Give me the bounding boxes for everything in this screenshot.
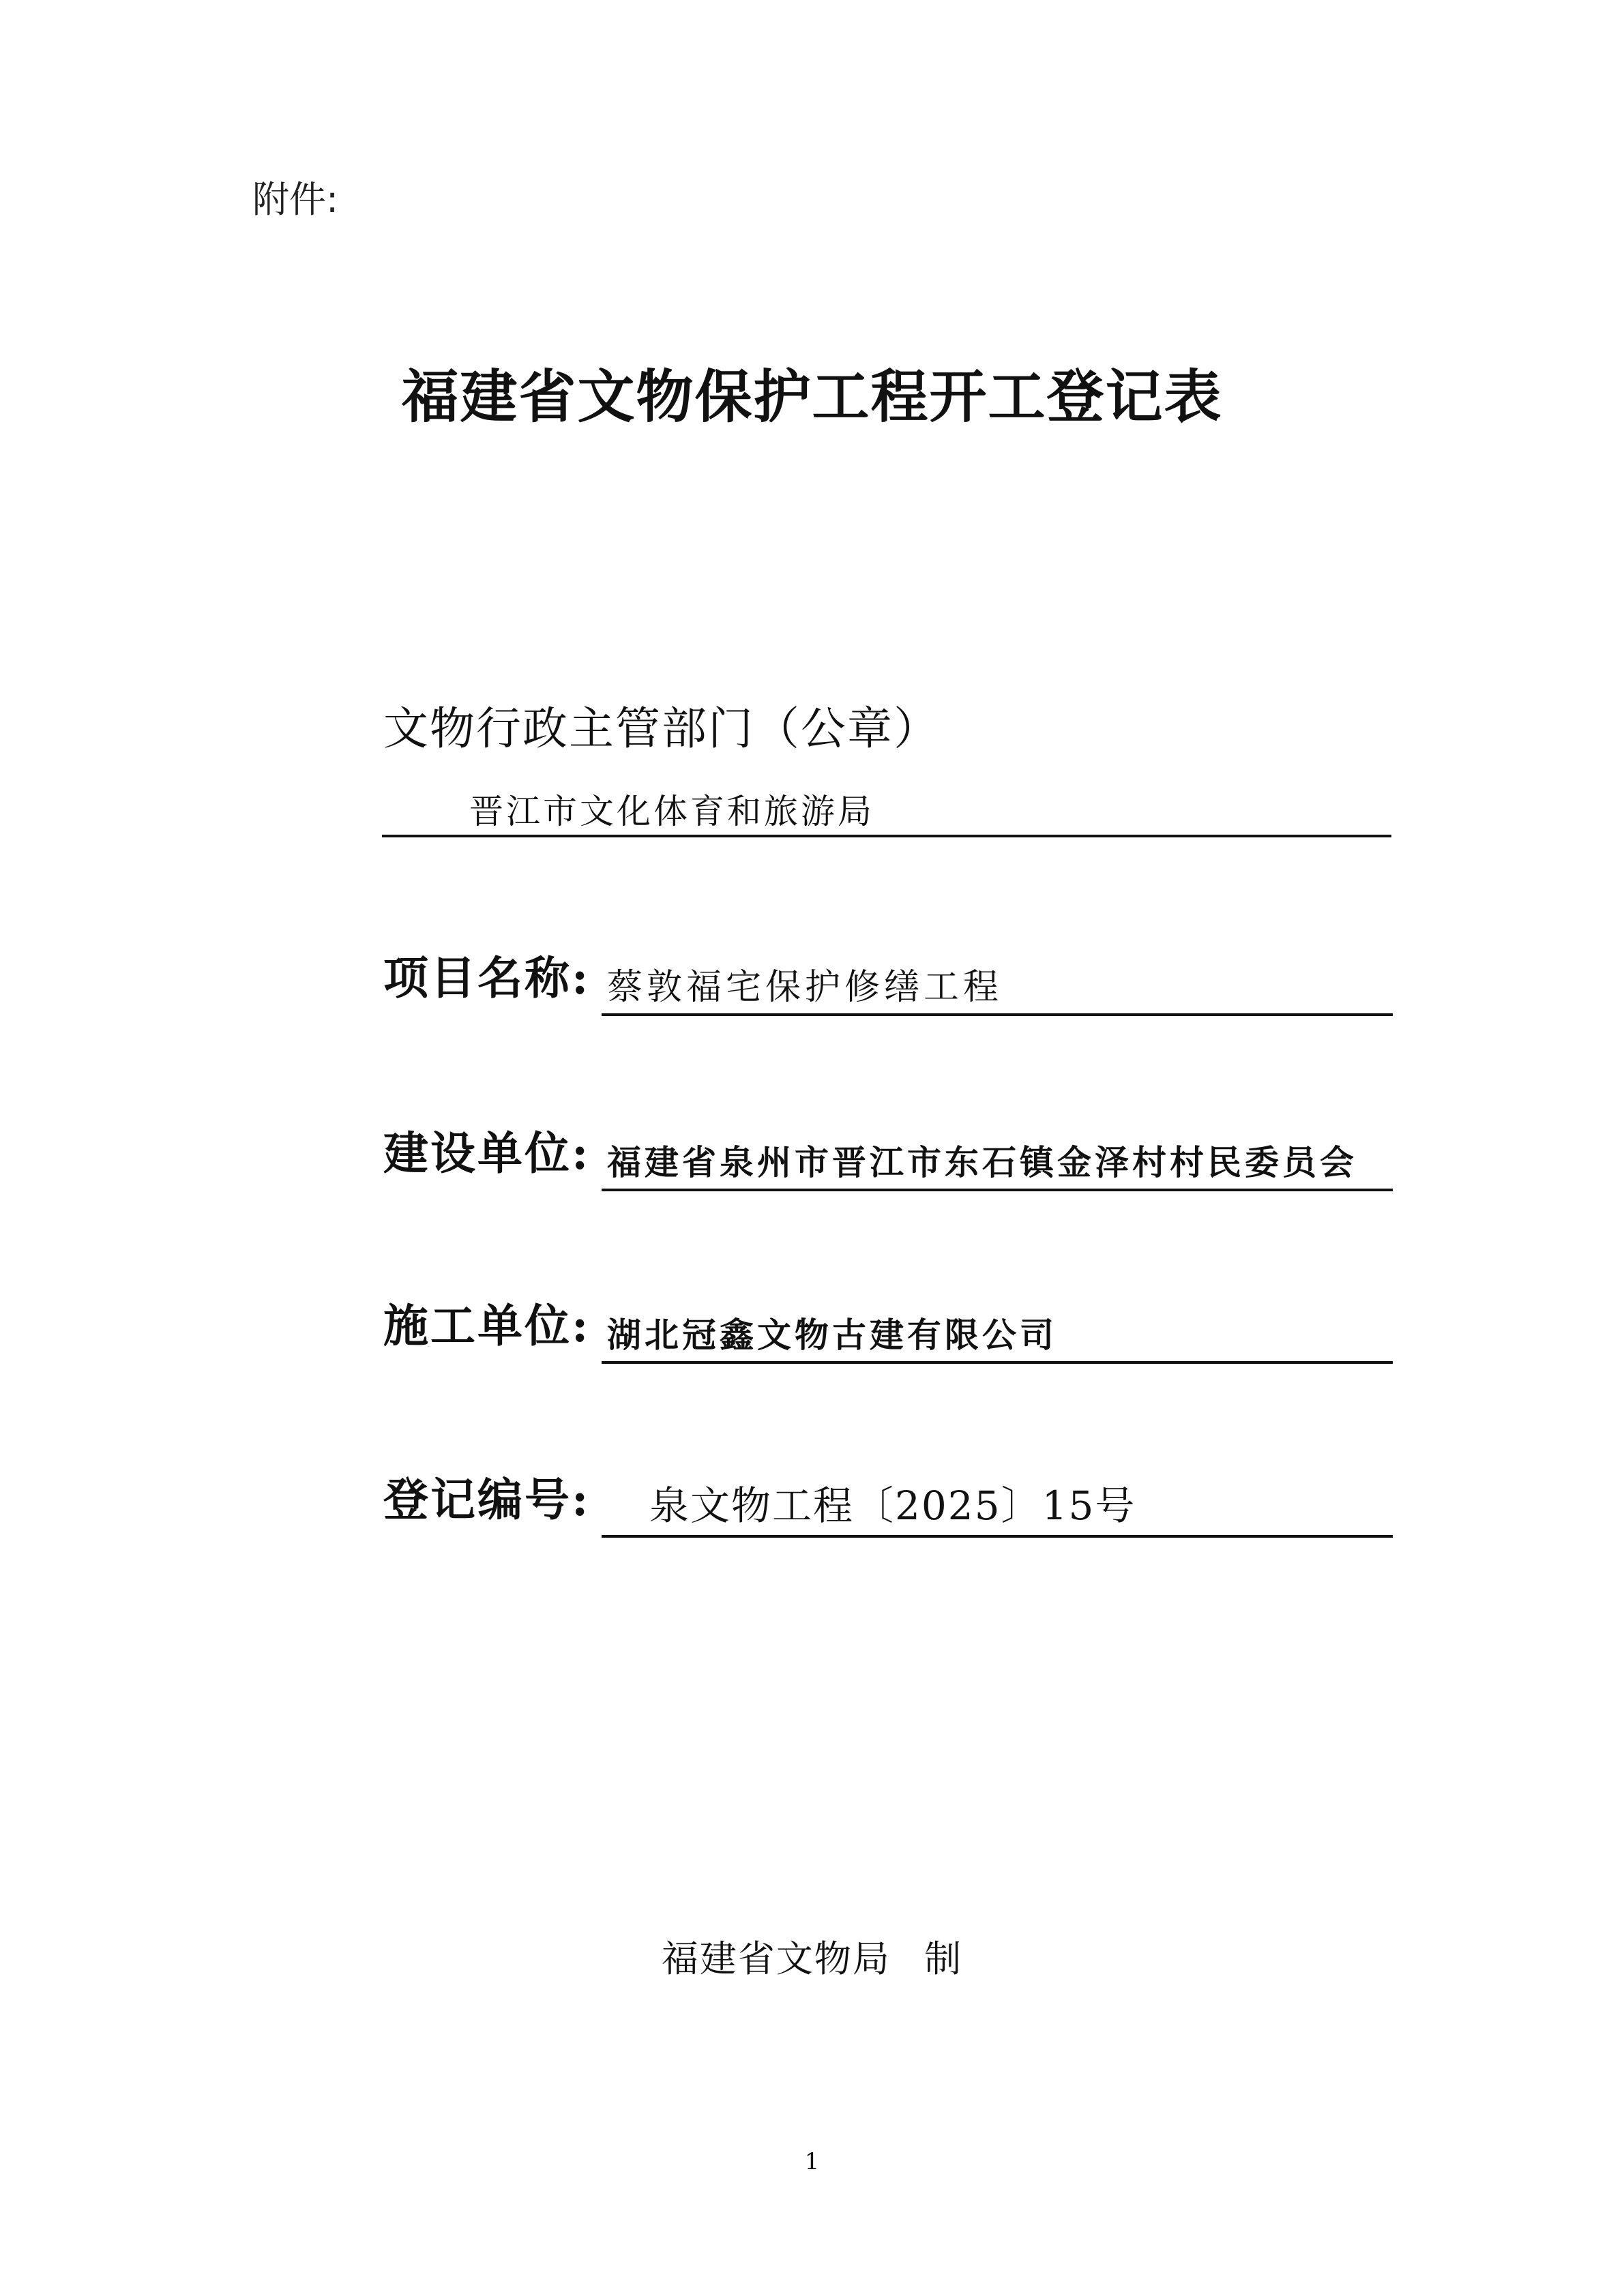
department-field: [382, 790, 1391, 837]
page-number: 1: [804, 2148, 820, 2175]
contractor-row: [383, 1296, 1393, 1364]
registration-number-value: 泉文物工程〔2025〕15号: [649, 1482, 1136, 1529]
department-value: 晋江市文化体育和旅游局: [469, 792, 874, 831]
contractor-label: 施工单位:: [383, 1299, 591, 1352]
construction-unit-label: 建设单位:: [383, 1127, 591, 1180]
construction-unit-row: [383, 1123, 1393, 1191]
contractor-value: 湖北冠鑫文物古建有限公司: [607, 1315, 1057, 1355]
project-name-label: 项目名称:: [383, 951, 591, 1004]
registration-number-field: [602, 1474, 1393, 1538]
attachment-label: 附件:: [252, 178, 339, 221]
document-title: 福建省文物保护工程开工登记表: [401, 363, 1223, 430]
project-name-field: [602, 952, 1393, 1016]
project-name-value: 蔡敦福宅保护修缮工程: [607, 967, 1003, 1008]
project-name-row: [383, 948, 1393, 1016]
registration-number-row: [383, 1470, 1393, 1538]
department-label: 文物行政主管部门（公章）: [383, 702, 940, 755]
construction-unit-value: 福建省泉州市晋江市东石镇金泽村村民委员会: [607, 1143, 1357, 1182]
contractor-field: [602, 1300, 1393, 1364]
issuer-signature: 福建省文物局 制: [661, 1937, 963, 1980]
registration-number-label: 登记编号:: [383, 1473, 591, 1526]
construction-unit-field: [602, 1127, 1393, 1191]
